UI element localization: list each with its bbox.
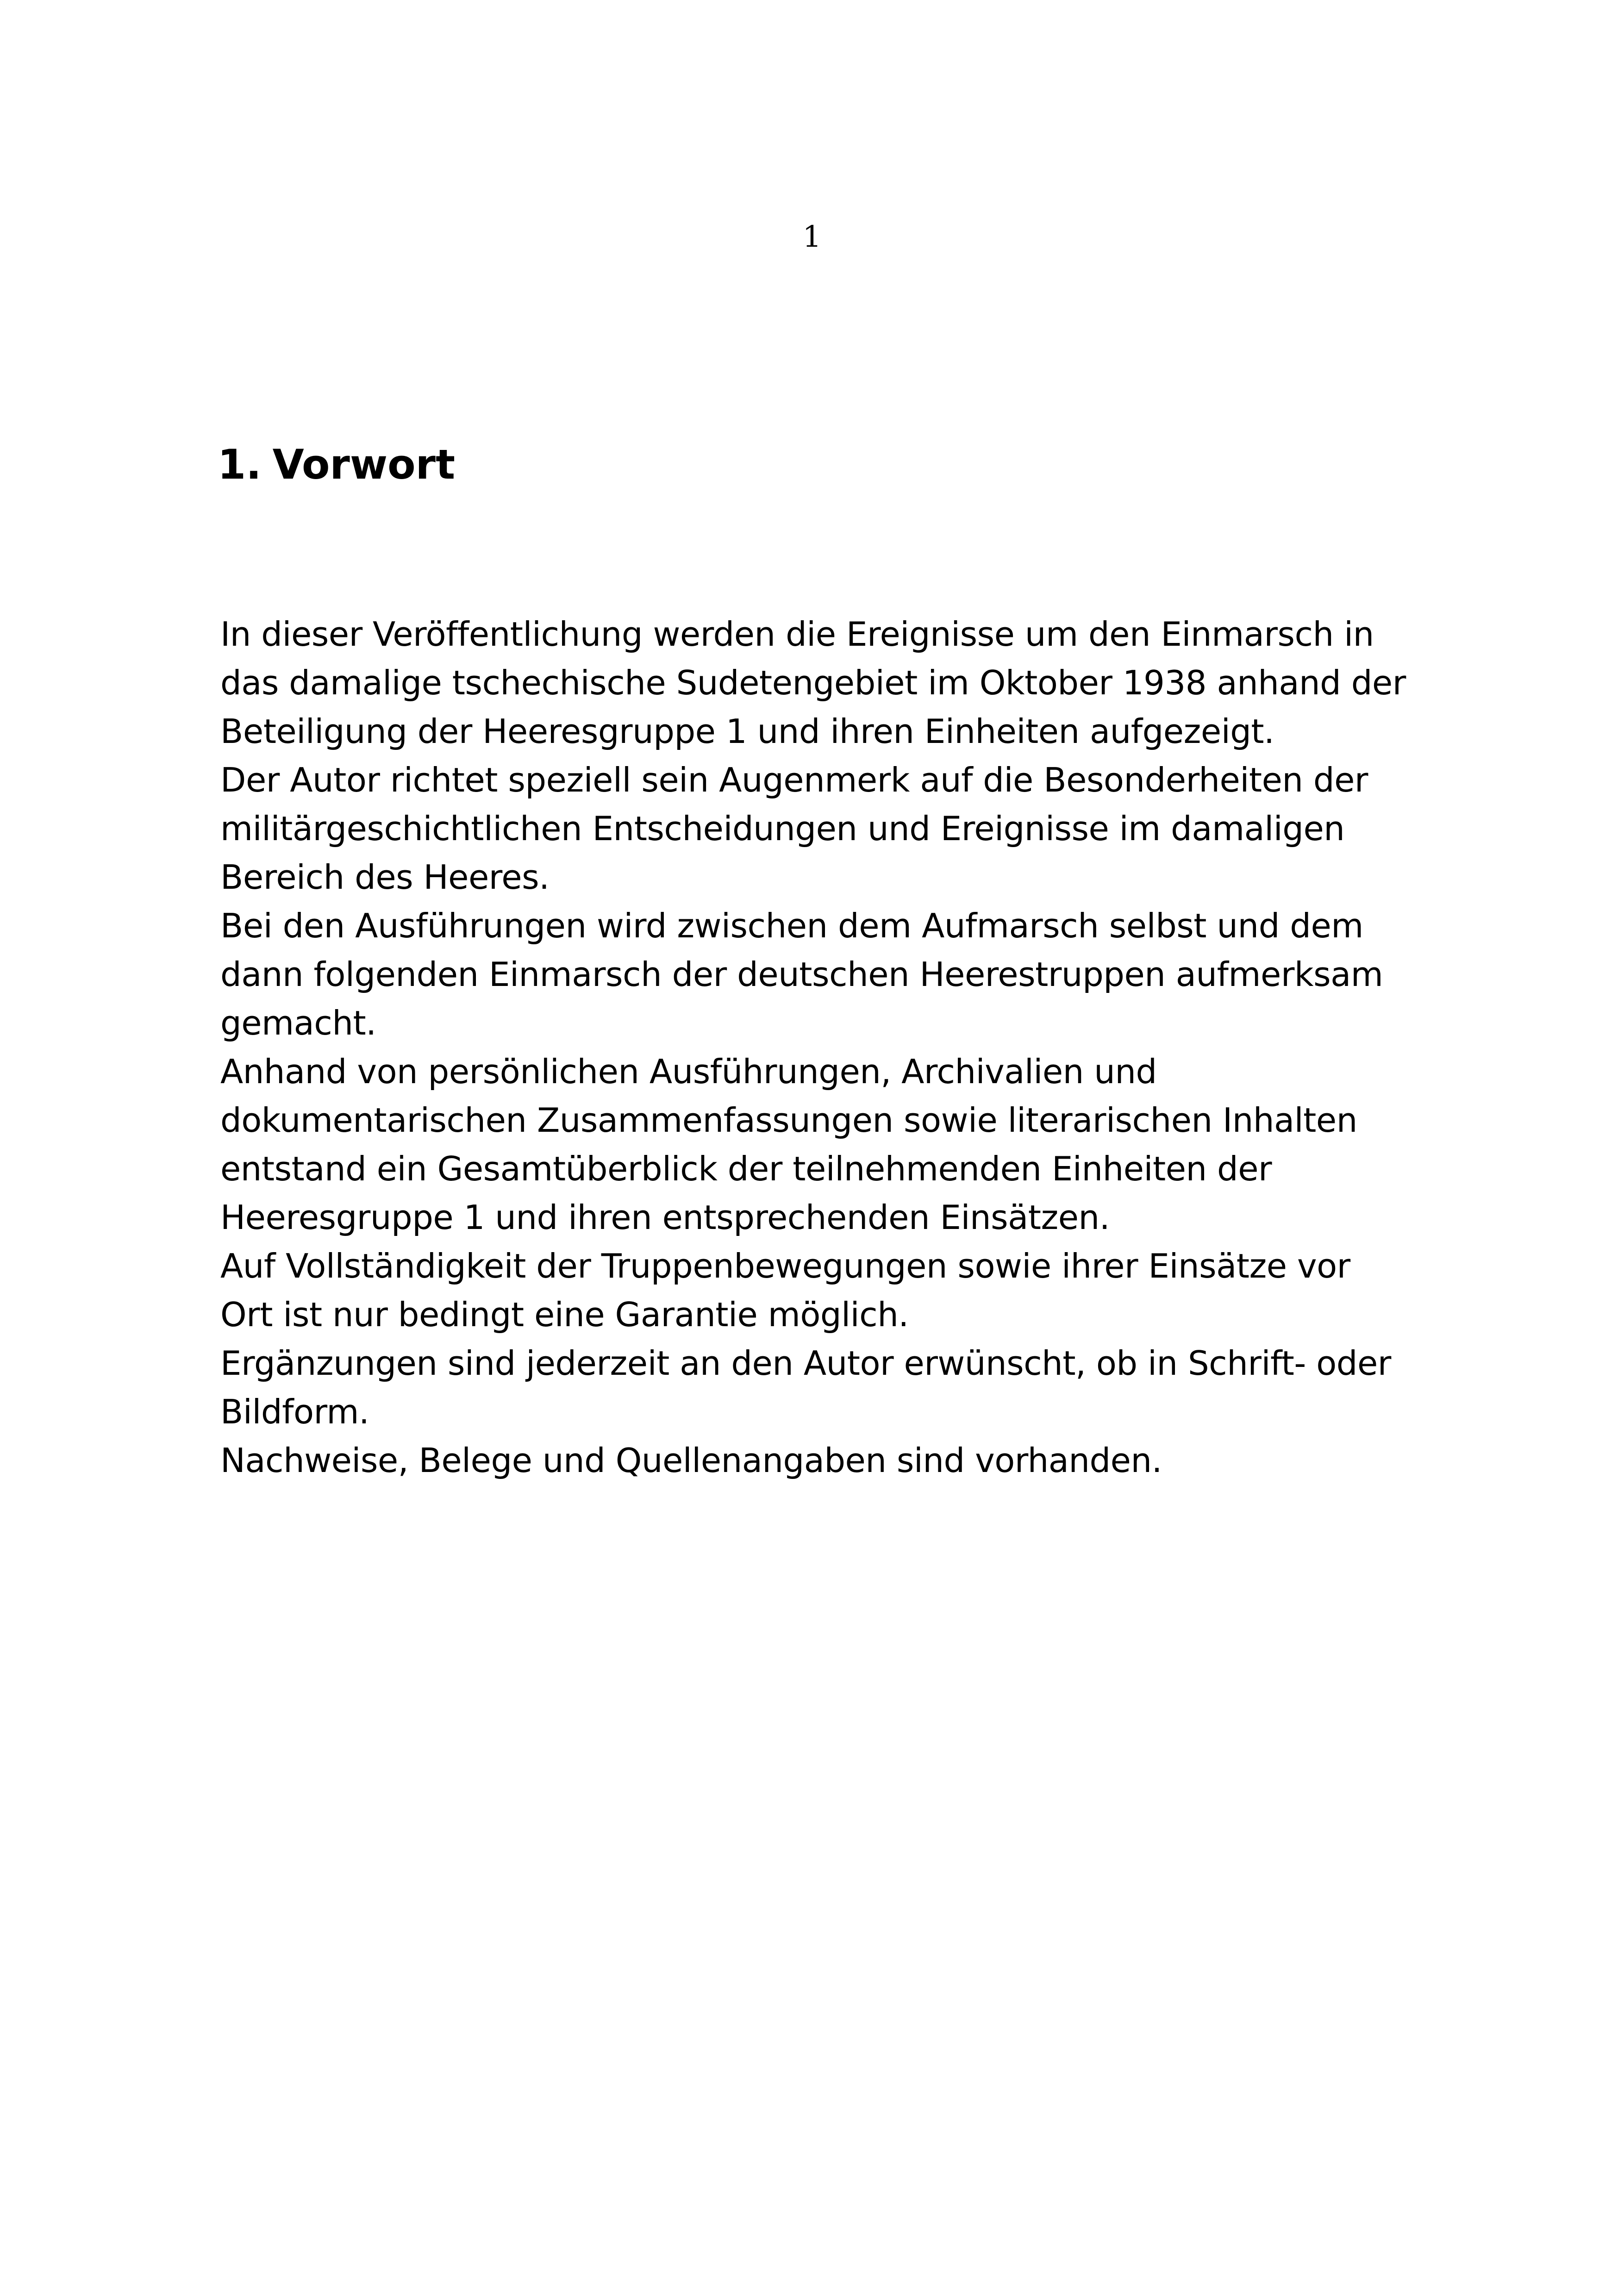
section-number: 1. bbox=[218, 441, 262, 488]
body-line: Bereich des Heeres. bbox=[220, 858, 550, 897]
body-line: Anhand von persönlichen Ausführungen, Archivalien und bbox=[220, 1052, 1157, 1091]
body-line: gemacht. bbox=[220, 1004, 376, 1042]
page-number: 1 bbox=[802, 220, 822, 254]
body-line: militärgeschichtlichen Entscheidungen und Ereignisse im damaligen bbox=[220, 809, 1345, 848]
body-line: das damalige tschechische Sudetengebiet im Oktober 1938 anhand der bbox=[220, 663, 1406, 702]
body-line: Der Autor richtet speziell sein Augenmerk auf die Besonderheiten der bbox=[220, 761, 1368, 799]
body-line: Nachweise, Belege und Quellenangaben sind vorhanden. bbox=[220, 1441, 1162, 1480]
body-line: Ort ist nur bedingt eine Garantie möglich. bbox=[220, 1295, 909, 1334]
section-title: Vorwort bbox=[272, 441, 456, 488]
body-line: dann folgenden Einmarsch der deutschen Heerestruppen aufmerksam bbox=[220, 955, 1383, 994]
body-line: Heeresgruppe 1 und ihren entsprechenden Einsätzen. bbox=[220, 1198, 1110, 1237]
body-line: dokumentarischen Zusammenfassungen sowie literarischen Inhalten bbox=[220, 1101, 1357, 1140]
body-line: entstand ein Gesamtüberblick der teilnehmenden Einheiten der bbox=[220, 1149, 1272, 1188]
body-line: Auf Vollständigkeit der Truppenbewegungen sowie ihrer Einsätze vor bbox=[220, 1247, 1350, 1285]
body-line: Bei den Ausführungen wird zwischen dem Aufmarsch selbst und dem bbox=[220, 906, 1363, 945]
body-line: Beteiligung der Heeresgruppe 1 und ihren Einheiten aufgezeigt. bbox=[220, 712, 1274, 751]
body-line: Ergänzungen sind jederzeit an den Autor erwünscht, ob in Schrift- oder bbox=[220, 1344, 1391, 1383]
body-line: Bildform. bbox=[220, 1392, 369, 1431]
body-line: In dieser Veröffentlichung werden die Ereignisse um den Einmarsch in bbox=[220, 615, 1374, 654]
body-paragraph bbox=[220, 610, 1424, 1485]
section-heading bbox=[218, 441, 456, 488]
